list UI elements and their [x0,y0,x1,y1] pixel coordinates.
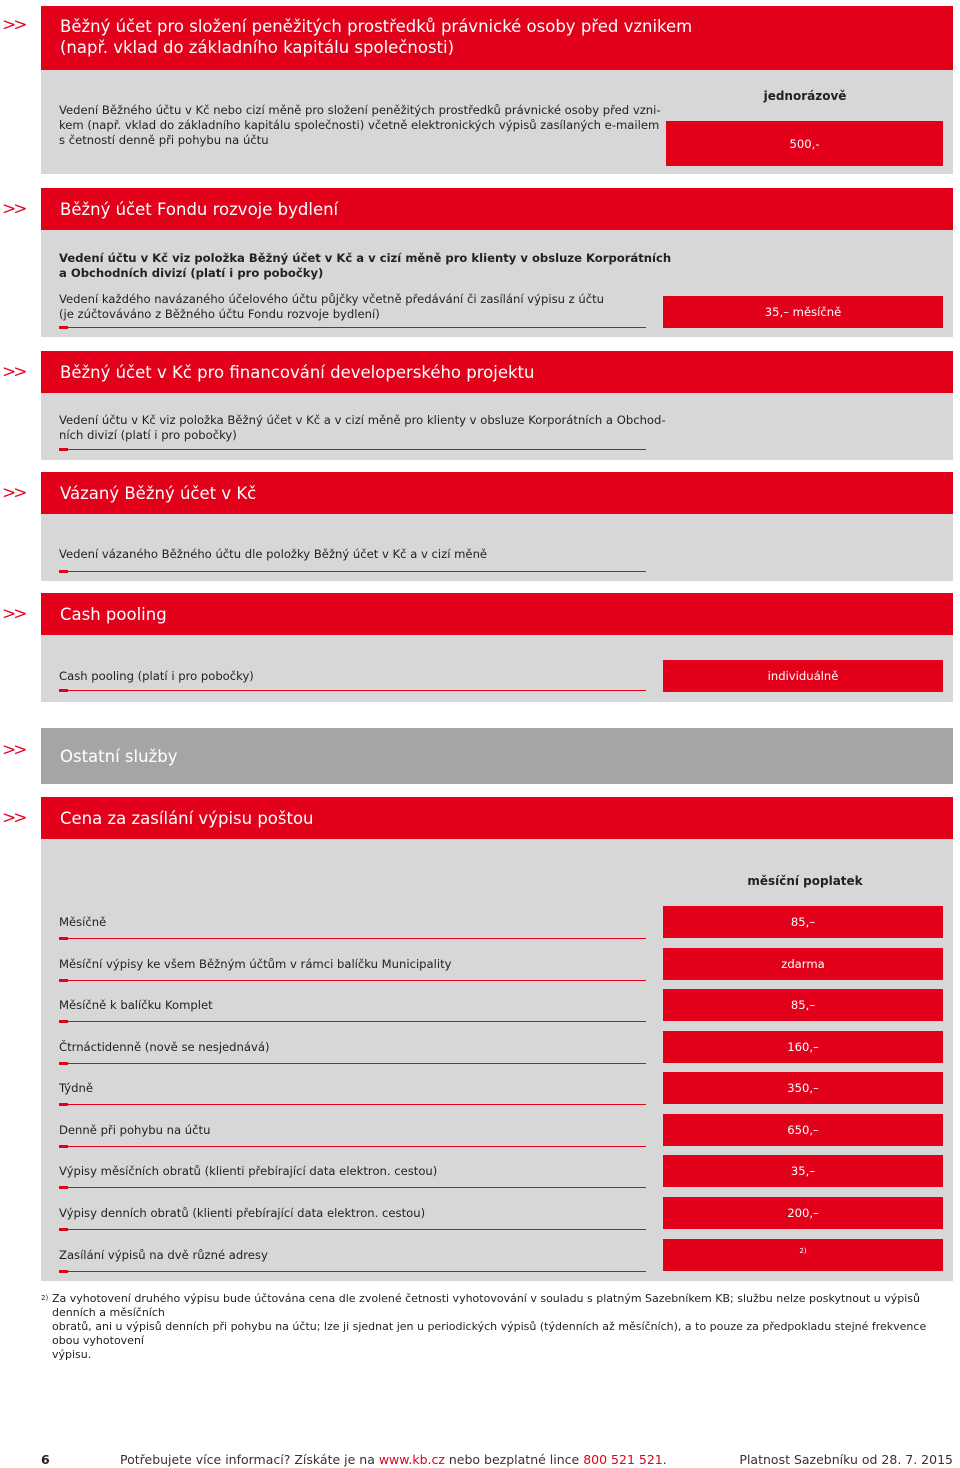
footer-text: . [662,1452,667,1467]
section-title-line2: (např. vklad do základního kapitálu společnosti) [60,38,455,57]
section-title: Vázaný Běžný účet v Kč [60,483,257,503]
list-item-label: Měsíční výpisy ke všem Běžným účtům v rámci balíčku Municipality [59,957,452,971]
row-line: a Obchodních divizí (platí i pro pobočky) [59,266,324,280]
section-header-deposit-account [41,6,953,70]
phone-link[interactable]: 800 521 521 [583,1452,663,1467]
section-title: Běžný účet Fondu rozvoje bydlení [60,199,339,219]
price-box: 35,– měsíčně [663,296,943,328]
row-line: ních divizí (platí i pro pobočky) [59,428,237,442]
row-description: Vedení vázaného Běžného účtu dle položky Běžný účet v Kč a v cizí měně [59,547,488,561]
row-divider [59,1271,646,1272]
chevron-icon: >> [2,740,25,760]
price-box: 500,- [666,121,943,166]
footer-text: Potřebujete více informací? Získáte je na [120,1452,379,1467]
price-box [663,1239,943,1271]
footnote-text [52,1292,952,1362]
section-title: Cash pooling [60,604,167,624]
list-item-label: Týdně [59,1081,93,1095]
list-item-label: Zasílání výpisů na dvě různé adresy [59,1248,268,1262]
column-header-monthly-fee: měsíční poplatek [747,874,863,888]
website-link[interactable]: www.kb.cz [378,1452,445,1467]
price-box: 35,– [663,1155,943,1187]
list-item-label: Měsíčně [59,915,107,929]
price-box: 85,– [663,906,943,938]
list-item-label: Denně při pohybu na účtu [59,1123,211,1137]
row-divider [59,327,646,328]
section-header-developer-project [41,351,953,393]
row-divider [59,980,646,981]
section-header-cash-pooling [41,593,953,635]
price-box: 350,– [663,1072,943,1104]
row-divider [59,571,646,572]
chevron-icon: >> [2,15,25,35]
section-header-housing-fund [41,188,953,230]
section-title: Cena za zasílání výpisu poštou [60,808,314,828]
footnote-line: výpisu. [52,1348,92,1361]
chevron-icon: >> [2,483,25,503]
price-box: 85,– [663,989,943,1021]
footer-text: nebo bezplatné lince [444,1452,584,1467]
price-box: 200,– [663,1197,943,1229]
footnote-line: obratů, ani u výpisů denních při pohybu na účtu; lze ji sjednat jen u periodických výpisů (týdenních až měsíčních), a to pouze za předpokladu stejné frekvence obou vyhotovení [52,1320,927,1347]
list-item-label: Měsíčně k balíčku Komplet [59,998,213,1012]
chevron-icon: >> [2,808,25,828]
footnote-reference: 2) [799,1247,807,1255]
row-line: Vedení účtu v Kč viz položka Běžný účet v Kč a v cizí měně pro klienty v obsluze Korporátních [59,251,672,265]
chevron-icon: >> [2,604,25,624]
row-divider [59,1104,646,1105]
price-box: 650,– [663,1114,943,1146]
price-box: zdarma [663,948,943,980]
section-title-line1: Běžný účet pro složení peněžitých prostředků právnické osoby před vznikem [60,17,693,36]
list-item-label: Výpisy měsíčních obratů (klienti přebírající data elektron. cestou) [59,1164,438,1178]
section-header-postal-statements [41,797,953,839]
row-divider [59,1187,646,1188]
list-item-label: Čtrnáctidenně (nově se nesjednává) [59,1040,270,1054]
footnote-marker: 2) [41,1294,49,1302]
chevron-icon: >> [2,199,25,219]
row-divider [59,1229,646,1230]
validity-date: Platnost Sazebníku od 28. 7. 2015 [739,1452,953,1467]
row-line: (je zúčtováváno z Běžného účtu Fondu rozvoje bydlení) [59,307,380,321]
row-description [59,413,666,443]
row-line: Vedení Běžného účtu v Kč nebo cizí měně pro složení peněžitých prostředků právnické osoby před vzni- [59,103,661,117]
row-divider [59,1063,646,1064]
row-divider [59,938,646,939]
section-title: Ostatní služby [60,746,178,766]
row-description [59,103,661,148]
row-description: Cash pooling (platí i pro pobočky) [59,669,254,683]
section-header-bound-account [41,472,953,514]
row-description [59,292,604,322]
chevron-icon: >> [2,362,25,382]
footer-contact [120,1452,667,1467]
section-header-other-services [41,728,953,784]
page-number: 6 [41,1452,50,1467]
footnote-line: Za vyhotovení druhého výpisu bude účtována cena dle zvolené četnosti vyhotovování v souladu s platným Sazebníkem KB; službu nelze poskytnout u výpisů denních a měsíčních [52,1292,921,1319]
row-line: s četností denně při pohybu na účtu [59,133,269,147]
section-title: Běžný účet v Kč pro financování developerského projektu [60,362,535,382]
row-line: Vedení každého navázaného účelového účtu půjčky včetně předávání či zasílání výpisu z účtu [59,292,605,306]
row-divider [59,690,646,691]
row-line: Vedení účtu v Kč viz položka Běžný účet v Kč a v cizí měně pro klienty v obsluze Korporátních a Obchod- [59,413,666,427]
column-header-one-time: jednorázově [763,89,847,103]
price-box: individuálně [663,660,943,692]
row-divider [59,1021,646,1022]
row-divider [59,449,646,450]
list-item-label: Výpisy denních obratů (klienti přebírající data elektron. cestou) [59,1206,426,1220]
price-box: 160,– [663,1031,943,1063]
row-description [59,251,671,281]
row-line: kem (např. vklad do základního kapitálu společnosti) včetně elektronických výpisů zasílaných e-mailem [59,118,660,132]
row-divider [59,1146,646,1147]
